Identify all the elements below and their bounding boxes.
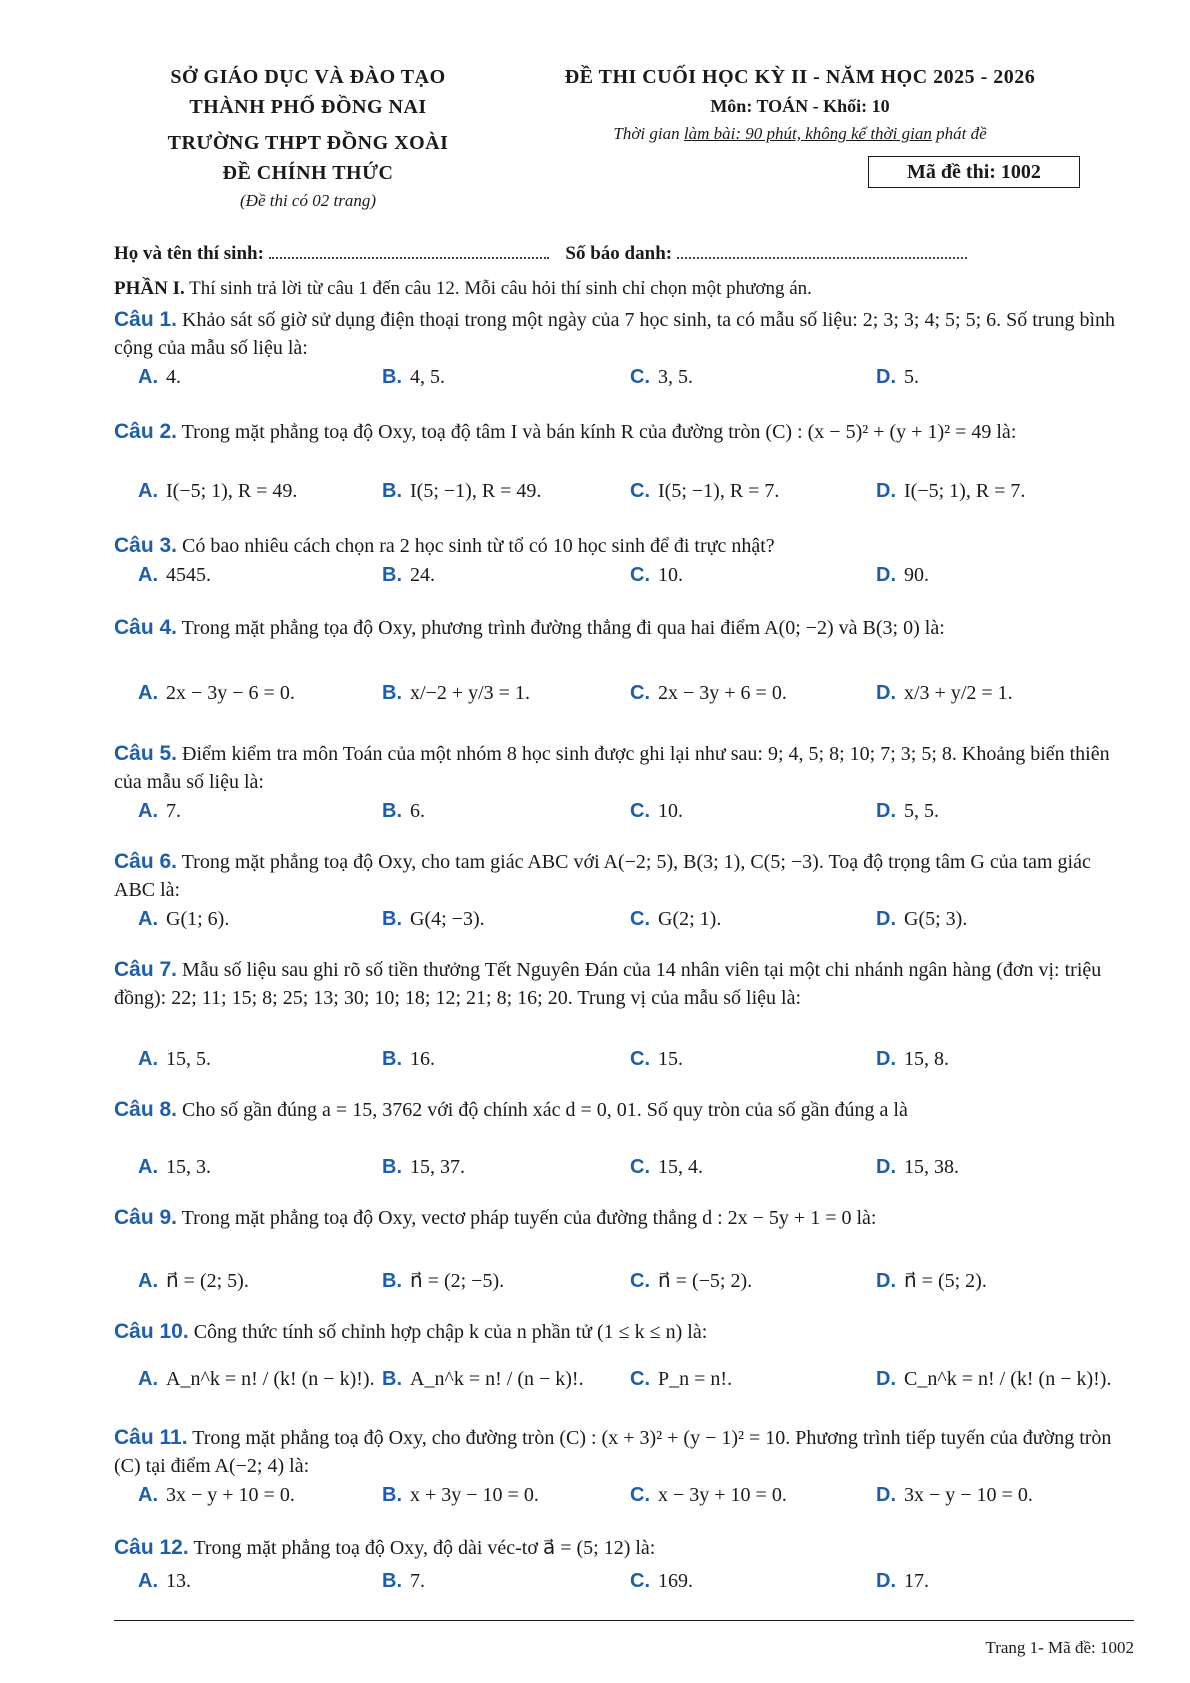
option-a — [138, 1570, 191, 1593]
option-b — [382, 1268, 504, 1293]
question-label: Câu 8. — [114, 1098, 178, 1121]
option-c — [630, 1048, 683, 1071]
text-span: n⃗ = (−5; 2). — [658, 1270, 753, 1292]
text-span: 15, 4. — [658, 1156, 703, 1178]
option-letter: B. — [382, 1368, 402, 1390]
option-a — [138, 800, 181, 823]
header-right — [520, 62, 1080, 148]
question-text: Trong mặt phẳng toạ độ Oxy, vectơ pháp tuyến của đường thẳng d : 2x − 5y + 1 = 0 là: — [181, 1207, 877, 1229]
text-span: n⃗ = (2; 5). — [166, 1270, 249, 1292]
text-span: x + 3y − 10 = 0. — [410, 1484, 539, 1506]
text-span: 7. — [166, 800, 181, 822]
option-letter: B. — [382, 480, 402, 502]
option-letter: D. — [876, 1368, 896, 1390]
option-b — [382, 366, 445, 389]
question-text: Mẫu số liệu sau ghi rõ số tiền thưởng Tết Nguyên Đán của 14 nhân viên tại một chi nhánh ngân hàng (đơn vị: triệu đồng): 22; 11; 15; 8; 25; 13; 30; 10; 18; 12; 21; 8; 16; 20. Trung vị của mẫu số liệu là: — [114, 959, 1102, 1009]
option-letter: A. — [138, 682, 158, 704]
time-line — [520, 120, 1080, 148]
question-text: Công thức tính số chỉnh hợp chập k của n phần tử (1 ≤ k ≤ n) là: — [193, 1321, 708, 1343]
text-span: 90. — [904, 564, 929, 586]
text-span: 13. — [166, 1570, 191, 1592]
option-letter: C. — [630, 908, 650, 930]
text-span: I(−5; 1), R = 7. — [904, 480, 1026, 502]
question-label: Câu 9. — [114, 1206, 178, 1229]
option-letter: C. — [630, 1570, 650, 1592]
option-a — [138, 480, 297, 503]
option-a — [138, 1048, 211, 1071]
option-d — [876, 1570, 929, 1593]
option-letter: A. — [138, 1570, 158, 1592]
id-label: Số báo danh: — [565, 243, 673, 264]
option-b — [382, 800, 425, 823]
question-10 — [114, 1318, 1134, 1346]
text-span: A_n^k = n! / (k! (n − k)!). — [166, 1368, 375, 1390]
option-letter: C. — [630, 1270, 650, 1292]
option-a — [138, 366, 181, 389]
text-span: n⃗ = (2; −5). — [410, 1270, 505, 1292]
option-d — [876, 1368, 1111, 1391]
text-span: A_n^k = n! / (n − k)!. — [410, 1368, 584, 1390]
part-instruction: Thí sinh trả lời từ câu 1 đến câu 12. Mỗi câu hỏi thí sinh chỉ chọn một phương án. — [189, 278, 812, 299]
option-c — [630, 1368, 732, 1391]
option-letter: C. — [630, 1156, 650, 1178]
text-span: 5, 5. — [904, 800, 939, 822]
option-letter: A. — [138, 366, 158, 388]
option-c — [630, 1156, 703, 1179]
text-span: 5. — [904, 366, 919, 388]
text-span: x/−2 + y/3 = 1. — [410, 682, 530, 704]
option-letter: B. — [382, 1484, 402, 1506]
option-letter: D. — [876, 1270, 896, 1292]
question-label: Câu 4. — [114, 616, 178, 639]
question-label: Câu 10. — [114, 1320, 189, 1343]
option-b — [382, 480, 541, 503]
question-label: Câu 7. — [114, 958, 178, 981]
text-span: 3x − y − 10 = 0. — [904, 1484, 1033, 1506]
id-blank — [677, 243, 967, 259]
question-text: Khảo sát số giờ sử dụng điện thoại trong một ngày của 7 học sinh, ta có mẫu số liệu: 2; 3; 3; 4; 5; 5; 6. Số trung bình cộng của mẫu số liệu là: — [114, 309, 1116, 359]
text-span: 17. — [904, 1570, 929, 1592]
option-letter: C. — [630, 366, 650, 388]
option-c — [630, 908, 721, 931]
header-left — [118, 62, 498, 214]
option-d — [876, 564, 929, 587]
option-letter: D. — [876, 366, 896, 388]
question-7 — [114, 956, 1134, 1012]
option-letter: B. — [382, 1570, 402, 1592]
page-footer: Trang 1- Mã đề: 1002 — [985, 1638, 1134, 1657]
question-label: Câu 2. — [114, 420, 178, 443]
option-letter: B. — [382, 1048, 402, 1070]
name-label: Họ và tên thí sinh: — [114, 243, 264, 264]
question-5 — [114, 740, 1134, 796]
option-letter: B. — [382, 682, 402, 704]
option-letter: D. — [876, 480, 896, 502]
question-label: Câu 12. — [114, 1536, 189, 1559]
option-b — [382, 908, 485, 931]
option-d — [876, 366, 919, 389]
text-span: 15, 5. — [166, 1048, 211, 1070]
question-6 — [114, 848, 1134, 904]
text-span: 2x − 3y − 6 = 0. — [166, 682, 295, 704]
option-letter: A. — [138, 1156, 158, 1178]
question-text: Trong mặt phẳng toạ độ Oxy, toạ độ tâm I và bán kính R của đường tròn (C) : (x − 5)² + (y + 1)² = 49 là: — [181, 421, 1017, 443]
part-heading — [114, 278, 1134, 300]
question-text: Trong mặt phẳng tọa độ Oxy, phương trình đường thẳng đi qua hai điểm A(0; −2) và B(3; 0) là: — [181, 617, 945, 639]
option-a — [138, 682, 295, 705]
option-c — [630, 1268, 752, 1293]
text-span: 15, 38. — [904, 1156, 959, 1178]
option-letter: B. — [382, 366, 402, 388]
option-letter: C. — [630, 1368, 650, 1390]
text-span: I(5; −1), R = 49. — [410, 480, 542, 502]
option-letter: C. — [630, 1484, 650, 1506]
text-span: làm bài: 90 phút, không kể thời gian — [683, 124, 932, 143]
question-label: Câu 11. — [114, 1426, 188, 1449]
option-letter: A. — [138, 800, 158, 822]
option-a — [138, 1268, 249, 1293]
option-letter: A. — [138, 908, 158, 930]
subject-line: Môn: TOÁN - Khối: 10 — [710, 96, 890, 116]
option-letter: D. — [876, 800, 896, 822]
option-letter: C. — [630, 1048, 650, 1070]
option-letter: B. — [382, 1156, 402, 1178]
option-c — [630, 1484, 787, 1507]
text-span: 2x − 3y + 6 = 0. — [658, 682, 787, 704]
option-letter: C. — [630, 800, 650, 822]
option-a — [138, 1156, 211, 1179]
text-span: n⃗ = (5; 2). — [904, 1270, 987, 1292]
question-1 — [114, 306, 1134, 362]
text-span: 15, 37. — [410, 1156, 465, 1178]
option-c — [630, 800, 683, 823]
option-c — [630, 682, 787, 705]
pages-note: (Đề thi có 02 trang) — [240, 191, 376, 210]
option-letter: C. — [630, 480, 650, 502]
text-span: I(−5; 1), R = 49. — [166, 480, 298, 502]
question-2 — [114, 418, 1134, 446]
text-span: 7. — [410, 1570, 425, 1592]
official-label: ĐỀ CHÍNH THỨC — [222, 162, 394, 184]
text-span: C_n^k = n! / (k! (n − k)!). — [904, 1368, 1112, 1390]
part-title: PHẦN I. — [114, 278, 185, 299]
option-letter: A. — [138, 1048, 158, 1070]
question-text: Cho số gần đúng a = 15, 3762 với độ chính xác d = 0, 01. Số quy tròn của số gần đúng a là — [182, 1099, 908, 1121]
options-12 — [138, 1570, 1098, 1600]
option-letter: D. — [876, 682, 896, 704]
option-c — [630, 1570, 693, 1593]
text-span: 4545. — [166, 564, 211, 586]
text-span: x/3 + y/2 = 1. — [904, 682, 1013, 704]
options-11 — [138, 1484, 1098, 1514]
question-text: Trong mặt phẳng toạ độ Oxy, cho đường tròn (C) : (x + 3)² + (y − 1)² = 10. Phương trình tiếp tuyến của đường tròn (C) tại điểm A(−2; 4) là: — [114, 1427, 1112, 1477]
question-9 — [114, 1204, 1134, 1232]
options-1 — [138, 366, 1098, 396]
school-name: TRƯỜNG THPT ĐỒNG XOÀI — [167, 132, 449, 154]
options-4 — [138, 682, 1098, 712]
question-label: Câu 1. — [114, 308, 178, 331]
city-name: THÀNH PHỐ ĐỒNG NAI — [189, 96, 427, 118]
text-span: Thời gian — [613, 124, 684, 143]
text-span: 15, 8. — [904, 1048, 949, 1070]
option-c — [630, 366, 693, 389]
option-d — [876, 682, 1013, 705]
option-b — [382, 1484, 539, 1507]
text-span: 24. — [410, 564, 435, 586]
options-8 — [138, 1156, 1098, 1186]
option-d — [876, 1484, 1033, 1507]
option-letter: A. — [138, 1270, 158, 1292]
question-11 — [114, 1424, 1134, 1480]
exam-title: ĐỀ THI CUỐI HỌC KỲ II - NĂM HỌC 2025 - 2026 — [564, 66, 1036, 88]
option-letter: C. — [630, 564, 650, 586]
options-7 — [138, 1048, 1098, 1078]
question-4 — [114, 614, 1134, 642]
text-span: 4, 5. — [410, 366, 445, 388]
option-d — [876, 800, 939, 823]
dept-name: SỞ GIÁO DỤC VÀ ĐÀO TẠO — [170, 66, 446, 88]
question-label: Câu 3. — [114, 534, 178, 557]
question-12 — [114, 1534, 1134, 1562]
option-a — [138, 1368, 375, 1391]
text-span: 3x − y + 10 = 0. — [166, 1484, 295, 1506]
options-2 — [138, 480, 1098, 510]
option-letter: A. — [138, 480, 158, 502]
text-span: 15. — [658, 1048, 683, 1070]
text-span: I(5; −1), R = 7. — [658, 480, 780, 502]
question-3 — [114, 532, 1134, 560]
option-d — [876, 480, 1025, 503]
option-letter: B. — [382, 800, 402, 822]
question-label: Câu 6. — [114, 850, 178, 873]
option-c — [630, 480, 779, 503]
question-text: Trong mặt phẳng toạ độ Oxy, cho tam giác ABC với A(−2; 5), B(3; 1), C(5; −3). Toạ độ trọng tâm G của tam giác ABC là: — [114, 851, 1091, 901]
options-5 — [138, 800, 1098, 830]
option-d — [876, 1048, 949, 1071]
option-letter: D. — [876, 1484, 896, 1506]
option-letter: D. — [876, 1156, 896, 1178]
option-d — [876, 1156, 959, 1179]
name-blank — [269, 243, 549, 259]
text-span: x − 3y + 10 = 0. — [658, 1484, 787, 1506]
options-9 — [138, 1268, 1098, 1298]
question-label: Câu 5. — [114, 742, 178, 765]
text-span: 15, 3. — [166, 1156, 211, 1178]
text-span: G(2; 1). — [658, 908, 722, 930]
option-letter: A. — [138, 1484, 158, 1506]
option-letter: B. — [382, 1270, 402, 1292]
question-text: Trong mặt phẳng toạ độ Oxy, độ dài véc-tơ a⃗ = (5; 12) là: — [193, 1537, 656, 1559]
option-letter: B. — [382, 564, 402, 586]
student-info — [114, 243, 1134, 265]
text-span: 10. — [658, 564, 683, 586]
option-letter: A. — [138, 1368, 158, 1390]
option-b — [382, 1570, 425, 1593]
text-span: G(1; 6). — [166, 908, 230, 930]
options-3 — [138, 564, 1098, 594]
option-b — [382, 564, 435, 587]
option-d — [876, 1268, 987, 1293]
text-span: 16. — [410, 1048, 435, 1070]
options-10 — [138, 1368, 1112, 1398]
question-8 — [114, 1096, 1134, 1124]
option-letter: B. — [382, 908, 402, 930]
option-b — [382, 1048, 435, 1071]
option-letter: D. — [876, 1048, 896, 1070]
option-letter: D. — [876, 1570, 896, 1592]
text-span: G(5; 3). — [904, 908, 968, 930]
option-a — [138, 908, 229, 931]
option-c — [630, 564, 683, 587]
option-letter: A. — [138, 564, 158, 586]
options-6 — [138, 908, 1098, 938]
question-text: Có bao nhiêu cách chọn ra 2 học sinh từ tổ có 10 học sinh để đi trực nhật? — [182, 535, 775, 557]
option-letter: C. — [630, 682, 650, 704]
text-span: 10. — [658, 800, 683, 822]
option-letter: D. — [876, 908, 896, 930]
text-span: P_n = n!. — [658, 1368, 733, 1390]
option-letter: D. — [876, 564, 896, 586]
text-span: phát đề — [931, 124, 987, 143]
option-b — [382, 1156, 465, 1179]
option-d — [876, 908, 967, 931]
text-span: 4. — [166, 366, 181, 388]
question-text: Điểm kiểm tra môn Toán của một nhóm 8 học sinh được ghi lại như sau: 9; 4, 5; 8; 10; 7; 3; 5; 8. Khoảng biến thiên của mẫu số liệu là: — [114, 743, 1110, 793]
text-span: 3, 5. — [658, 366, 693, 388]
text-span: 6. — [410, 800, 425, 822]
exam-code-box: Mã đề thi: 1002 — [868, 156, 1080, 188]
option-b — [382, 682, 530, 705]
option-b — [382, 1368, 584, 1391]
text-span: 169. — [658, 1570, 693, 1592]
option-a — [138, 1484, 295, 1507]
footer-divider — [114, 1620, 1134, 1621]
text-span: G(4; −3). — [410, 908, 485, 930]
option-a — [138, 564, 211, 587]
